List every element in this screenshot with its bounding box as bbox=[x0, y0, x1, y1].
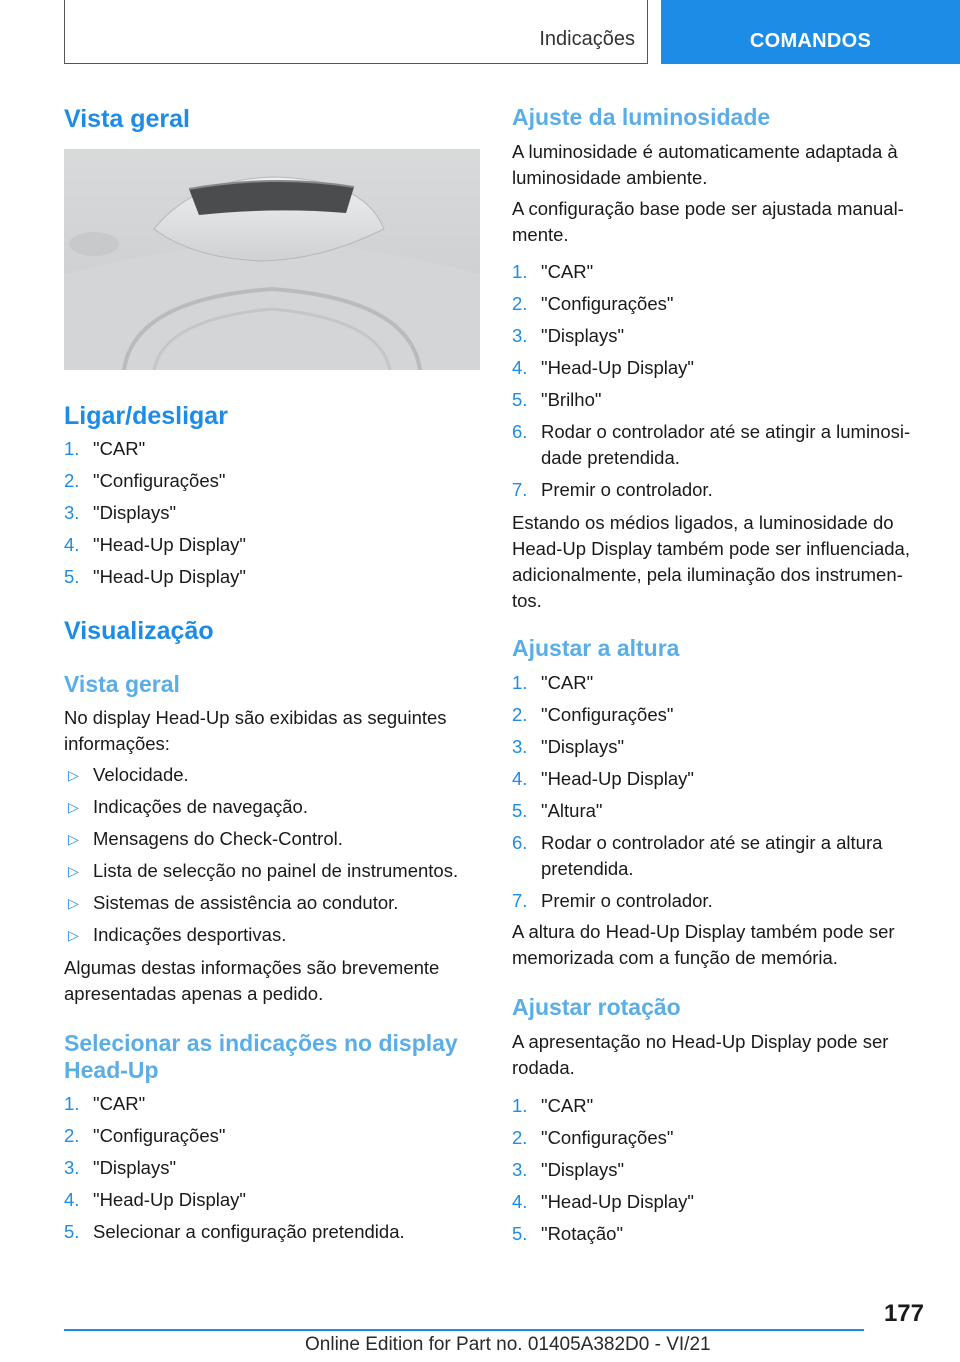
step-text: Rodar o controlador até se atingir a altura pretendida. bbox=[541, 832, 883, 879]
chapter-tab-label: COMANDOS bbox=[749, 29, 872, 52]
heading-on-off: Ligar/desligar bbox=[64, 402, 228, 430]
step-text: "Head-Up Display" bbox=[541, 768, 694, 789]
list-item bbox=[512, 419, 928, 471]
head-up-display-photo bbox=[64, 149, 480, 370]
list-item bbox=[64, 826, 480, 852]
list-item bbox=[512, 670, 928, 696]
step-text: "Head-Up Display" bbox=[93, 534, 246, 555]
step-text: "Rotação" bbox=[541, 1223, 624, 1244]
list-item bbox=[64, 532, 480, 558]
bullet-text: Indicações desportivas. bbox=[93, 924, 287, 945]
bullets-note: Algumas destas informações são brevemente apresentadas apenas a pedido. bbox=[64, 957, 440, 1004]
list-item bbox=[64, 1155, 480, 1181]
brightness-steps bbox=[512, 259, 928, 509]
list-item bbox=[512, 387, 928, 413]
rotation-text: A apresentação no Head-Up Display pode ser rodada. bbox=[512, 1031, 889, 1078]
triangle-bullet-icon: ▷ bbox=[68, 767, 79, 783]
step-text: "Head-Up Display" bbox=[93, 1189, 246, 1210]
step-text: Premir o controlador. bbox=[541, 479, 713, 500]
step-text: "Displays" bbox=[541, 1159, 625, 1180]
list-item bbox=[512, 1093, 928, 1119]
list-item bbox=[512, 702, 928, 728]
brightness-note: Estando os médios ligados, a luminosidade do Head-Up Display também pode ser influenciada, adicionalmente, pela iluminação dos instrumen-tos. bbox=[512, 512, 910, 611]
subheading-brightness: Ajuste da luminosidade bbox=[512, 104, 771, 130]
height-note: A altura do Head-Up Display também pode ser memorizada com a função de memória. bbox=[512, 921, 895, 968]
step-number: 4. bbox=[512, 1191, 528, 1212]
list-item bbox=[512, 355, 928, 381]
step-number: 2. bbox=[64, 1125, 80, 1146]
step-number: 6. bbox=[512, 832, 528, 853]
list-item bbox=[64, 1219, 480, 1245]
triangle-bullet-icon: ▷ bbox=[68, 927, 79, 943]
step-text: "Configurações" bbox=[541, 704, 674, 725]
step-text: "CAR" bbox=[93, 438, 146, 459]
heading-overview: Vista geral bbox=[64, 105, 191, 133]
step-number: 1. bbox=[64, 1093, 80, 1114]
step-text: "CAR" bbox=[541, 261, 594, 282]
list-item bbox=[512, 477, 928, 503]
step-number: 2. bbox=[512, 704, 528, 725]
footer-divider bbox=[64, 1329, 864, 1331]
heading-display: Visualização bbox=[64, 617, 214, 645]
step-number: 1. bbox=[512, 261, 528, 282]
step-number: 3. bbox=[64, 1157, 80, 1178]
step-number: 3. bbox=[512, 736, 528, 757]
list-item bbox=[512, 1157, 928, 1183]
edition-text: Online Edition for Part no. 01405A382D0 - VI/21 bbox=[305, 1334, 711, 1355]
subheading-select: Selecionar as indicações no display Head-Up bbox=[64, 1030, 458, 1083]
chapter-tab[interactable] bbox=[661, 0, 960, 64]
step-text: "Configurações" bbox=[541, 293, 674, 314]
step-number: 4. bbox=[512, 768, 528, 789]
step-number: 7. bbox=[512, 890, 528, 911]
overview-text: No display Head-Up são exibidas as seguintes informações: bbox=[64, 707, 447, 754]
list-item bbox=[512, 798, 928, 824]
step-number: 6. bbox=[512, 421, 528, 442]
triangle-bullet-icon: ▷ bbox=[68, 863, 79, 879]
step-number: 3. bbox=[512, 325, 528, 346]
step-text: "Displays" bbox=[93, 502, 177, 523]
on-off-steps bbox=[64, 436, 480, 596]
step-text: "Head-Up Display" bbox=[93, 566, 246, 587]
step-number: 4. bbox=[512, 357, 528, 378]
list-item bbox=[512, 1221, 928, 1247]
step-number: 1. bbox=[64, 438, 80, 459]
step-text: "Displays" bbox=[541, 325, 625, 346]
list-item bbox=[64, 922, 480, 948]
list-item bbox=[64, 564, 480, 590]
step-text: "CAR" bbox=[541, 672, 594, 693]
bullet-text: Lista de selecção no painel de instrumentos. bbox=[93, 860, 459, 881]
step-text: "Configurações" bbox=[93, 470, 226, 491]
section-title: Indicações bbox=[539, 28, 635, 50]
list-item bbox=[512, 1189, 928, 1215]
select-steps bbox=[64, 1091, 480, 1251]
list-item bbox=[64, 858, 480, 884]
step-number: 5. bbox=[512, 389, 528, 410]
header-section-box bbox=[64, 0, 648, 64]
list-item bbox=[64, 1187, 480, 1213]
step-number: 3. bbox=[512, 1159, 528, 1180]
step-text: "Configurações" bbox=[93, 1125, 226, 1146]
step-number: 5. bbox=[64, 566, 80, 587]
page-number: 177 bbox=[883, 1300, 924, 1327]
rotation-steps bbox=[512, 1093, 928, 1253]
subheading-rotation: Ajustar rotação bbox=[512, 994, 681, 1020]
step-text: Premir o controlador. bbox=[541, 890, 713, 911]
bullet-text: Sistemas de assistência ao condutor. bbox=[93, 892, 399, 913]
list-item bbox=[64, 1123, 480, 1149]
list-item bbox=[64, 762, 480, 788]
step-number: 4. bbox=[64, 534, 80, 555]
list-item bbox=[64, 794, 480, 820]
step-number: 7. bbox=[512, 479, 528, 500]
triangle-bullet-icon: ▷ bbox=[68, 895, 79, 911]
step-text: "Head-Up Display" bbox=[541, 1191, 694, 1212]
list-item bbox=[64, 436, 480, 462]
step-number: 3. bbox=[64, 502, 80, 523]
list-item bbox=[512, 830, 928, 882]
list-item bbox=[512, 323, 928, 349]
info-bullets bbox=[64, 762, 480, 954]
step-text: "Brilho" bbox=[541, 389, 602, 410]
step-number: 2. bbox=[512, 293, 528, 314]
list-item bbox=[512, 734, 928, 760]
step-text: "Altura" bbox=[541, 800, 603, 821]
bullet-text: Mensagens do Check-Control. bbox=[93, 828, 343, 849]
step-text: "Configurações" bbox=[541, 1127, 674, 1148]
brightness-text-1: A luminosidade é automaticamente adaptada à luminosidade ambiente. bbox=[512, 141, 898, 188]
subheading-overview: Vista geral bbox=[64, 671, 180, 697]
step-number: 5. bbox=[512, 800, 528, 821]
height-steps bbox=[512, 670, 928, 920]
step-text: Selecionar a configuração pretendida. bbox=[93, 1221, 405, 1242]
list-item bbox=[64, 890, 480, 916]
list-item bbox=[512, 259, 928, 285]
step-text: Rodar o controlador até se atingir a luminosi-dade pretendida. bbox=[541, 421, 911, 468]
step-number: 1. bbox=[512, 1095, 528, 1116]
step-text: "Displays" bbox=[541, 736, 625, 757]
list-item bbox=[64, 1091, 480, 1117]
bullet-text: Indicações de navegação. bbox=[93, 796, 308, 817]
list-item bbox=[512, 291, 928, 317]
step-number: 5. bbox=[512, 1223, 528, 1244]
step-number: 2. bbox=[512, 1127, 528, 1148]
step-number: 1. bbox=[512, 672, 528, 693]
list-item bbox=[64, 500, 480, 526]
list-item bbox=[64, 468, 480, 494]
step-text: "Head-Up Display" bbox=[541, 357, 694, 378]
step-text: "CAR" bbox=[541, 1095, 594, 1116]
subheading-height: Ajustar a altura bbox=[512, 635, 680, 661]
triangle-bullet-icon: ▷ bbox=[68, 831, 79, 847]
list-item bbox=[512, 888, 928, 914]
list-item bbox=[512, 766, 928, 792]
step-number: 5. bbox=[64, 1221, 80, 1242]
step-number: 4. bbox=[64, 1189, 80, 1210]
brightness-text-2: A configuração base pode ser ajustada manual-mente. bbox=[512, 198, 904, 245]
step-text: "CAR" bbox=[93, 1093, 146, 1114]
bullet-text: Velocidade. bbox=[93, 764, 189, 785]
list-item bbox=[512, 1125, 928, 1151]
triangle-bullet-icon: ▷ bbox=[68, 799, 79, 815]
step-number: 2. bbox=[64, 470, 80, 491]
step-text: "Displays" bbox=[93, 1157, 177, 1178]
